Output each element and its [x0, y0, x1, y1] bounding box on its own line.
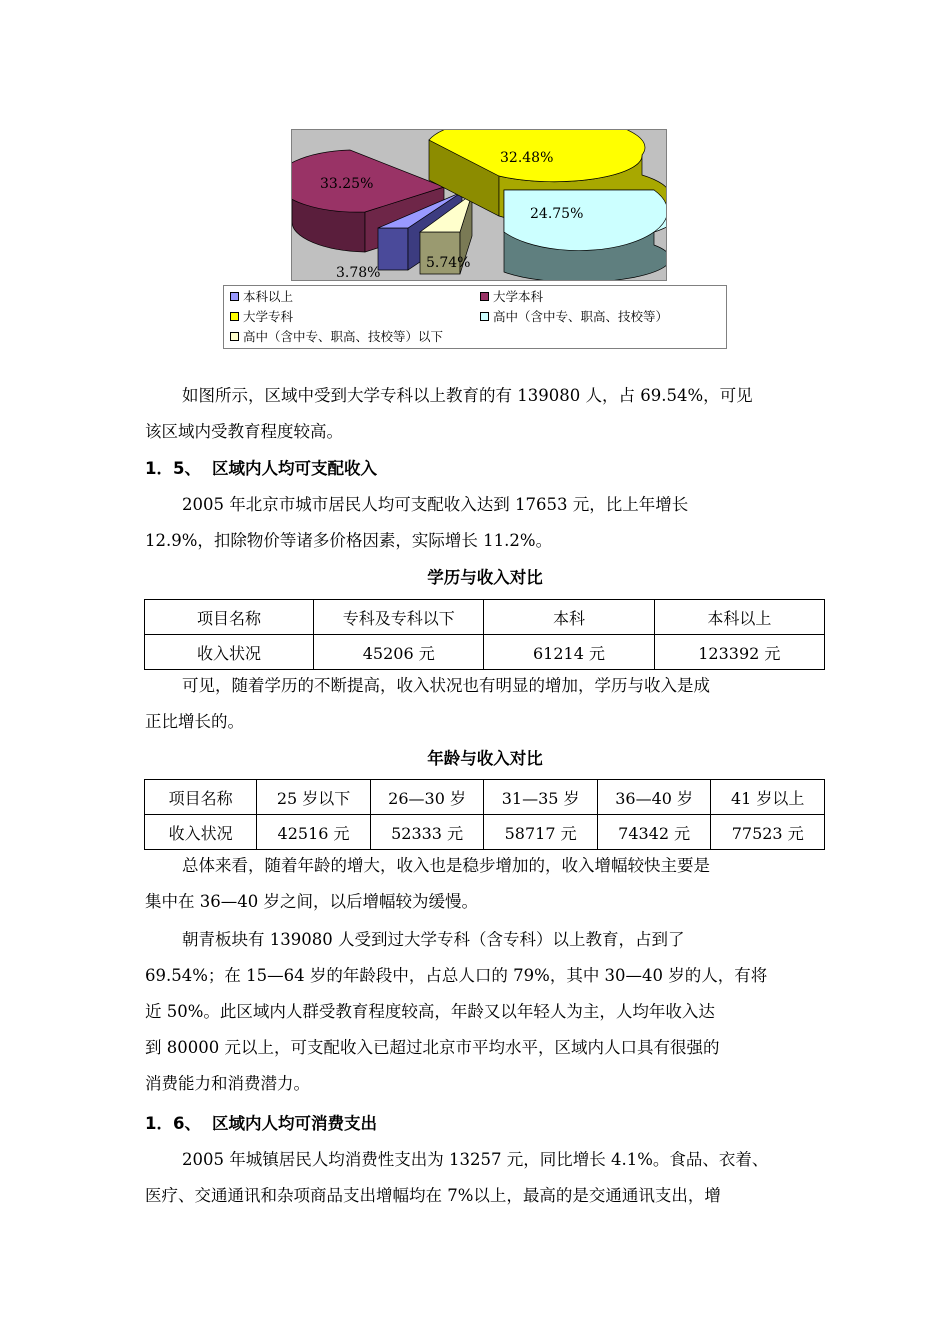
legend-swatch — [230, 312, 239, 321]
legend-label: 大学本科 — [493, 289, 544, 304]
paragraph-line: 该区域内受教育程度较高。 — [145, 422, 343, 441]
data-label-highschool: 24.75% — [530, 206, 584, 222]
paragraph-line: 朝青板块有 139080 人受到过大学专科（含专科）以上教育，占到了 — [182, 930, 685, 949]
legend-swatch — [480, 292, 489, 301]
legend-item-bachelor — [480, 288, 543, 306]
legend-label: 高中（含中专、职高、技校等）以下 — [243, 329, 444, 344]
paragraph-line: 2005 年城镇居民人均消费性支出为 13257 元，同比增长 4.1%。食品、衣着、 — [182, 1150, 769, 1169]
pie-chart-svg — [292, 130, 666, 280]
table-cell: 77523 元 — [711, 815, 825, 850]
paragraph-age-conclusion — [145, 848, 810, 920]
legend-item-below-highschool — [230, 328, 443, 346]
paragraph-line: 如图所示，区域中受到大学专科以上教育的有 139080 人，占 69.54%，可见 — [182, 386, 753, 405]
paragraph-line: 2005 年北京市城市居民人均可支配收入达到 17653 元，比上年增长 — [182, 495, 689, 514]
paragraph-line: 集中在 36—40 岁之间，以后增幅较为缓慢。 — [145, 892, 478, 911]
paragraph-education-conclusion — [145, 668, 810, 740]
paragraph-line: 总体来看，随着年龄的增大，收入也是稳步增加的，收入增幅较快主要是 — [182, 856, 710, 875]
table-row — [145, 815, 825, 850]
table-cell: 本科以上 — [654, 600, 824, 635]
table-row — [145, 780, 825, 815]
paragraph-line: 12.9%，扣除物价等诸多价格因素，实际增长 11.2%。 — [145, 531, 553, 550]
legend-swatch — [230, 292, 239, 301]
table-caption-education-income: 学历与收入对比 — [427, 568, 543, 587]
table-age-income — [144, 779, 825, 850]
legend-item-highschool — [480, 308, 668, 326]
table-cell: 123392 元 — [654, 635, 824, 670]
table-cell: 专科及专科以下 — [314, 600, 484, 635]
slice-highschool — [504, 190, 666, 280]
table-cell: 45206 元 — [314, 635, 484, 670]
table-cell: 36—40 岁 — [597, 780, 711, 815]
table-cell: 26—30 岁 — [370, 780, 484, 815]
paragraph-consumption-expenditure — [145, 1142, 810, 1214]
table-cell: 42516 元 — [257, 815, 371, 850]
paragraph-region-summary — [145, 922, 810, 1102]
table-cell: 58717 元 — [484, 815, 598, 850]
paragraph-line: 近 50%。此区域内人群受教育程度较高，年龄又以年轻人为主，人均年收入达 — [145, 1002, 715, 1021]
section-heading-1-6 — [145, 1106, 377, 1142]
table-caption-age-income: 年龄与收入对比 — [427, 749, 543, 768]
data-label-above-bachelor: 3.78% — [336, 265, 381, 280]
table-cell: 31—35 岁 — [484, 780, 598, 815]
legend-label: 大学专科 — [243, 309, 294, 324]
paragraph-line: 69.54%；在 15—64 岁的年龄段中，占总人口的 79%，其中 30—40 岁的人，有将 — [145, 966, 768, 985]
legend-item-college — [230, 308, 293, 326]
table-row — [145, 600, 825, 635]
legend-item-above-bachelor — [230, 288, 293, 306]
legend-swatch — [480, 312, 489, 321]
table-cell: 项目名称 — [145, 600, 314, 635]
paragraph-line: 正比增长的。 — [145, 712, 244, 731]
section-heading-1-5 — [145, 451, 377, 487]
data-label-below-highschool: 5.74% — [426, 255, 471, 271]
section-title: 区域内人均可消费支出 — [212, 1114, 377, 1133]
pie-chart — [291, 129, 667, 281]
section-number: 1．6、 — [145, 1114, 201, 1133]
paragraph-line: 消费能力和消费潜力。 — [145, 1074, 310, 1093]
legend-label: 高中（含中专、职高、技校等） — [493, 309, 669, 324]
table-cell: 61214 元 — [484, 635, 654, 670]
chart-legend — [223, 285, 727, 349]
table-cell: 收入状况 — [145, 815, 257, 850]
table-cell: 74342 元 — [597, 815, 711, 850]
table-education-income — [144, 599, 825, 670]
section-number: 1．5、 — [145, 459, 201, 478]
paragraph-line: 到 80000 元以上，可支配收入已超过北京市平均水平，区域内人口具有很强的 — [145, 1038, 720, 1057]
data-label-bachelor: 33.25% — [320, 176, 374, 192]
table-cell: 项目名称 — [145, 780, 257, 815]
table-row — [145, 635, 825, 670]
legend-label: 本科以上 — [243, 289, 294, 304]
paragraph-line: 医疗、交通通讯和杂项商品支出增幅均在 7%以上，最高的是交通通讯支出，增 — [145, 1186, 721, 1205]
section-title: 区域内人均可支配收入 — [212, 459, 377, 478]
table-cell: 25 岁以下 — [257, 780, 371, 815]
paragraph-disposable-income — [145, 487, 810, 559]
paragraph-line: 可见，随着学历的不断提高，收入状况也有明显的增加，学历与收入是成 — [182, 676, 710, 695]
table-cell: 41 岁以上 — [711, 780, 825, 815]
table-cell: 本科 — [484, 600, 654, 635]
table-cell: 52333 元 — [370, 815, 484, 850]
paragraph-education-summary — [145, 378, 810, 450]
legend-swatch — [230, 332, 239, 341]
data-label-college: 32.48% — [500, 150, 554, 166]
table-cell: 收入状况 — [145, 635, 314, 670]
